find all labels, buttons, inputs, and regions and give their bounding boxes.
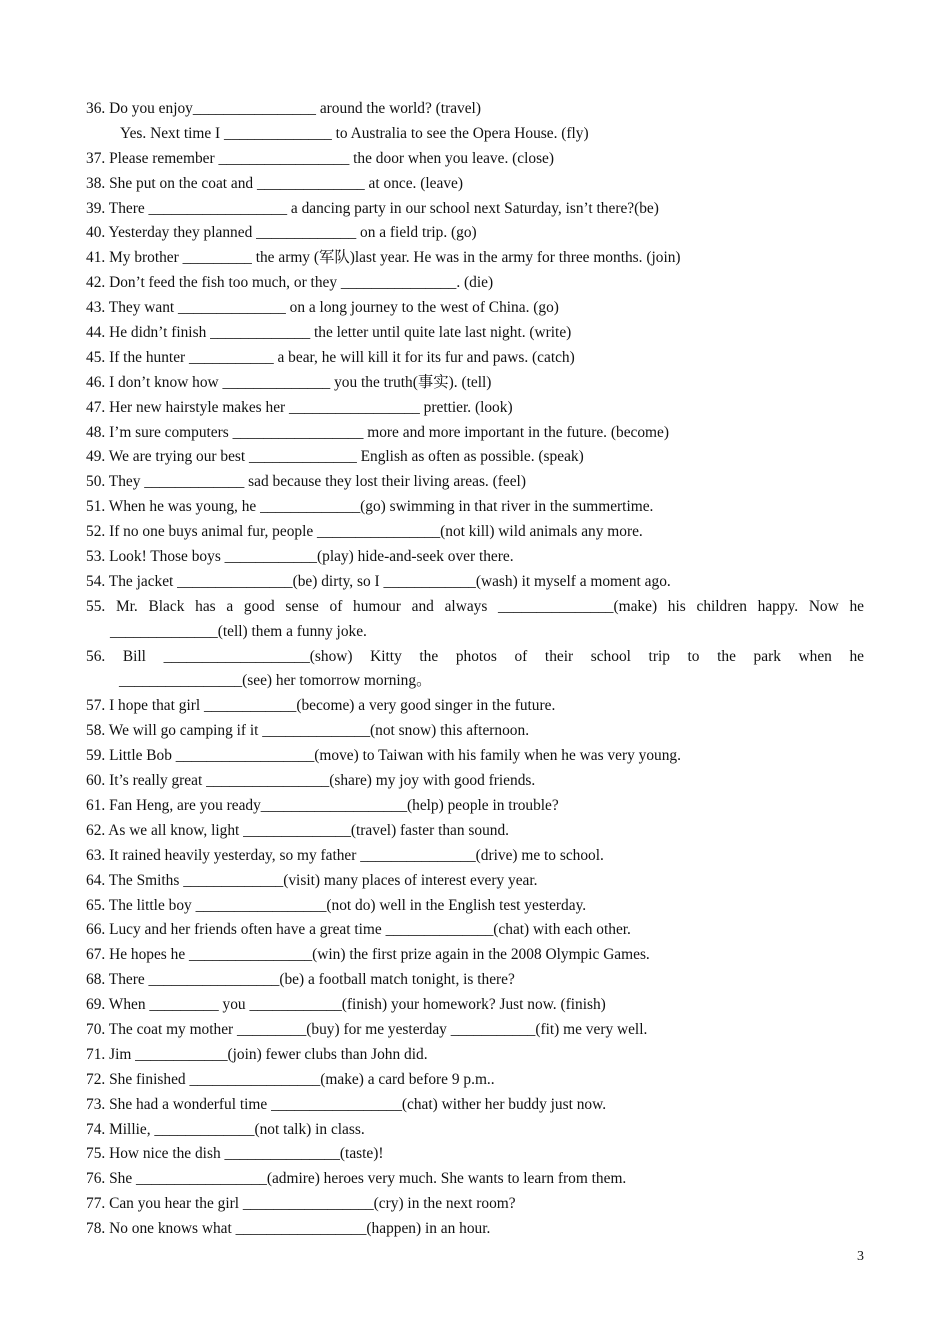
- exercise-55-continued: ______________(tell) them a funny joke.: [110, 622, 367, 640]
- exercise-45: 45. If the hunter ___________ a bear, he will kill it for its fur and paws. (catch): [86, 348, 575, 366]
- exercise-78: 78. No one knows what _________________(happen) in an hour.: [86, 1220, 491, 1238]
- exercise-61: 61. Fan Heng, are you ready___________________(help) people in trouble?: [86, 796, 559, 814]
- exercise-42: 42. Don’t feed the fish too much, or they _______________. (die): [86, 274, 494, 292]
- exercise-60: 60. It’s really great ________________(share) my joy with good friends.: [86, 772, 536, 790]
- exercise-36: 36. Do you enjoy________________ around the world? (travel): [86, 100, 481, 117]
- exercise-48: 48. I’m sure computers _________________ more and more important in the future. (become): [86, 423, 669, 441]
- exercise-49: 49. We are trying our best ______________ English as often as possible. (speak): [86, 448, 584, 466]
- exercise-72: 72. She finished _________________(make) a card before 9 p.m..: [86, 1070, 495, 1088]
- exercise-51: 51. When he was young, he _____________(go) swimming in that river in the summertime.: [86, 498, 654, 516]
- exercise-55: 55. Mr. Black has a good sense of humour and always _______________(make) his children happy. Now he: [86, 597, 864, 615]
- exercise-57: 57. I hope that girl ____________(become) a very good singer in the future.: [86, 697, 556, 715]
- exercise-46: 46. I don’t know how ______________ you the truth(事实). (tell): [86, 373, 492, 391]
- exercise-64: 64. The Smiths _____________(visit) many places of interest every year.: [86, 871, 538, 889]
- exercise-37: 37. Please remember _________________ the door when you leave. (close): [86, 149, 555, 167]
- exercise-52: 52. If no one buys animal fur, people ________________(not kill) wild animals any more.: [86, 523, 643, 541]
- exercise-77: 77. Can you hear the girl _________________(cry) in the next room?: [86, 1195, 516, 1213]
- exercise-38: 38. She put on the coat and ______________ at once. (leave): [86, 174, 463, 192]
- exercise-39: 39. There __________________ a dancing party in our school next Saturday, isn’t there?(be): [86, 199, 659, 217]
- exercise-65: 65. The little boy _________________(not do) well in the English test yesterday.: [86, 896, 587, 914]
- exercise-41: 41. My brother _________ the army (军队)last year. He was in the army for three months. (join): [86, 249, 681, 267]
- exercise-59: 59. Little Bob __________________(move) to Taiwan with his family when he was very young.: [86, 747, 681, 765]
- exercise-63: 63. It rained heavily yesterday, so my father _______________(drive) me to school.: [86, 846, 604, 864]
- exercise-76: 76. She _________________(admire) heroes very much. She wants to learn from them.: [86, 1170, 627, 1188]
- exercise-56: 56. Bill ___________________(show) Kitty the photos of their school trip to the park when he: [86, 647, 864, 665]
- exercise-56-continued: ________________(see) her tomorrow morning。: [119, 672, 432, 690]
- exercise-71: 71. Jim ____________(join) fewer clubs than John did.: [86, 1045, 428, 1063]
- exercise-73: 73. She had a wonderful time _________________(chat) wither her buddy just now.: [86, 1095, 607, 1113]
- exercise-36-answer: Yes. Next time I ______________ to Australia to see the Opera House. (fly): [120, 124, 589, 142]
- exercise-50: 50. They _____________ sad because they lost their living areas. (feel): [86, 473, 526, 491]
- exercise-53: 53. Look! Those boys ____________(play) hide-and-seek over there.: [86, 548, 514, 566]
- exercise-43: 43. They want ______________ on a long journey to the west of China. (go): [86, 299, 559, 317]
- exercise-58: 58. We will go camping if it ______________(not snow) this afternoon.: [86, 722, 530, 740]
- exercise-62: 62. As we all know, light ______________(travel) faster than sound.: [86, 821, 510, 839]
- exercise-67: 67. He hopes he ________________(win) the first prize again in the 2008 Olympic Games.: [86, 946, 650, 964]
- page-number: 3: [857, 1249, 864, 1264]
- exercise-44: 44. He didn’t finish _____________ the letter until quite late last night. (write): [86, 324, 572, 342]
- exercise-40: 40. Yesterday they planned _____________ on a field trip. (go): [86, 224, 477, 242]
- exercise-74: 74. Millie, _____________(not talk) in class.: [86, 1120, 365, 1138]
- exercise-54: 54. The jacket _______________(be) dirty, so I ____________(wash) it myself a moment ago.: [86, 572, 671, 590]
- exercise-66: 66. Lucy and her friends often have a great time ______________(chat) with each other.: [86, 921, 631, 939]
- exercise-69: 69. When _________ you ____________(finish) your homework? Just now. (finish): [86, 996, 606, 1014]
- exercise-75: 75. How nice the dish _______________(taste)!: [86, 1145, 384, 1163]
- exercise-68: 68. There _________________(be) a football match tonight, is there?: [86, 971, 515, 989]
- exercise-sheet: [86, 97, 864, 1242]
- exercise-70: 70. The coat my mother _________(buy) for me yesterday ___________(fit) me very well.: [86, 1020, 648, 1038]
- exercise-47: 47. Her new hairstyle makes her _________________ prettier. (look): [86, 398, 513, 416]
